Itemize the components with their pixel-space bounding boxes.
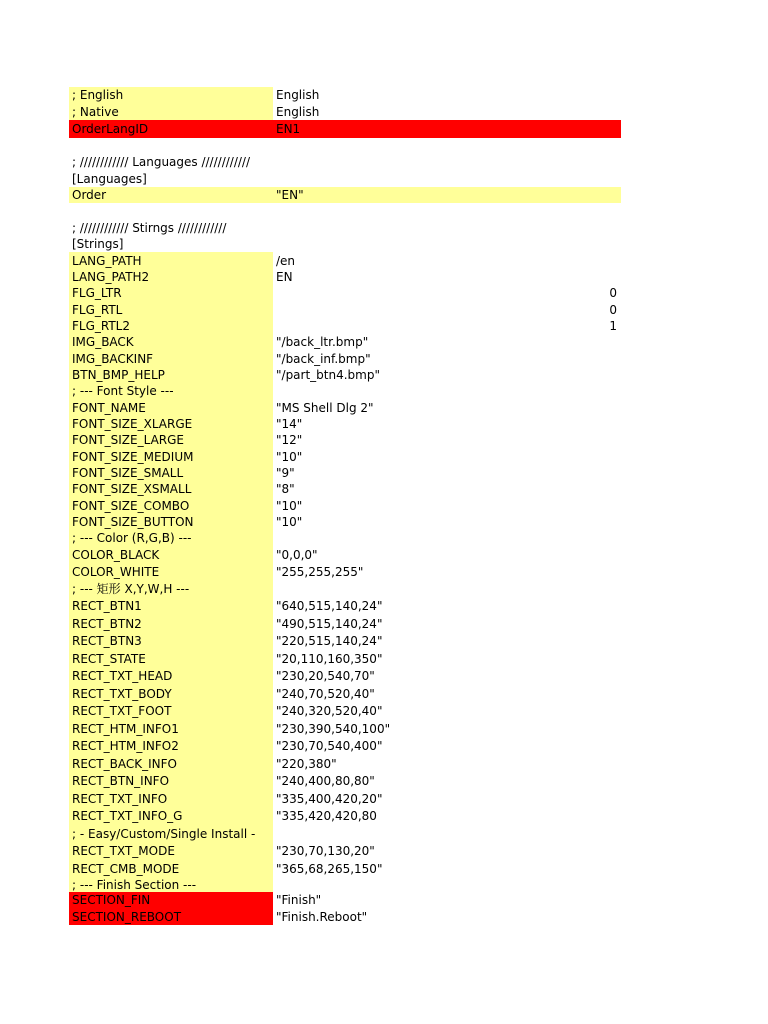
value-cell[interactable]	[273, 737, 621, 755]
value-text: "335,400,420,20"	[276, 792, 383, 806]
key-cell[interactable]: RECT_BTN2	[69, 615, 273, 632]
key-cell[interactable]: FONT_SIZE_XSMALL	[69, 481, 273, 497]
value-text: "220,380"	[276, 757, 337, 771]
table-row	[69, 87, 621, 103]
value-cell[interactable]	[273, 650, 621, 667]
value-cell[interactable]	[273, 892, 621, 908]
value-text: "12"	[276, 433, 303, 447]
value-cell[interactable]	[273, 790, 621, 807]
value-cell[interactable]	[273, 755, 621, 772]
key-cell[interactable]: SECTION_FIN	[69, 892, 273, 908]
value-cell[interactable]	[273, 481, 621, 497]
value-text: "335,420,420,80	[276, 809, 377, 823]
table-row	[69, 269, 621, 285]
table-row	[69, 416, 621, 432]
table-row	[69, 187, 621, 203]
key-cell[interactable]: SECTION_REBOOT	[69, 908, 273, 925]
numeric-value: 1	[609, 319, 617, 333]
numeric-value: 0	[609, 286, 617, 300]
value-cell[interactable]	[273, 103, 621, 120]
value-cell[interactable]	[273, 334, 621, 350]
table-row	[69, 465, 621, 481]
value-cell[interactable]	[273, 825, 621, 842]
value-text: "230,70,130,20"	[276, 844, 375, 858]
value-cell[interactable]	[273, 399, 621, 416]
value-text: English	[276, 105, 320, 119]
table-row	[69, 103, 621, 120]
table-row	[69, 755, 621, 772]
table-row	[69, 790, 621, 807]
key-cell[interactable]: [Languages]	[72, 172, 147, 186]
key-cell[interactable]: RECT_BACK_INFO	[69, 755, 273, 772]
table-row	[69, 650, 621, 667]
table-row	[69, 772, 621, 790]
key-cell[interactable]: RECT_BTN1	[69, 597, 273, 615]
table-row	[69, 702, 621, 720]
table-row	[69, 497, 621, 514]
table-row	[69, 252, 621, 269]
value-cell[interactable]	[273, 530, 621, 546]
value-cell[interactable]	[273, 720, 621, 737]
key-cell[interactable]: OrderLangID	[69, 120, 273, 138]
key-cell[interactable]: FONT_SIZE_XLARGE	[69, 416, 273, 432]
table-row	[69, 236, 621, 252]
key-cell[interactable]: FLG_LTR	[69, 285, 273, 301]
table-row	[69, 563, 621, 580]
value-text: "10"	[276, 499, 303, 513]
value-cell[interactable]	[273, 842, 621, 860]
table-row	[69, 860, 621, 877]
table-row	[69, 481, 621, 497]
value-cell[interactable]	[273, 563, 621, 580]
key-cell[interactable]: FONT_SIZE_BUTTON	[69, 514, 273, 530]
value-cell[interactable]	[273, 252, 621, 269]
value-text: EN	[276, 270, 293, 284]
table-row	[69, 580, 621, 597]
value-cell[interactable]	[273, 220, 621, 236]
value-text: "230,70,540,400"	[276, 739, 383, 753]
key-cell[interactable]: ; English	[69, 87, 273, 103]
value-text: "9"	[276, 466, 295, 480]
key-cell[interactable]: BTN_BMP_HELP	[69, 367, 273, 383]
key-cell[interactable]: RECT_HTM_INFO2	[69, 737, 273, 755]
key-cell[interactable]: IMG_BACKINF	[69, 350, 273, 367]
key-cell[interactable]: RECT_BTN_INFO	[69, 772, 273, 790]
value-text: "220,515,140,24"	[276, 634, 383, 648]
value-cell[interactable]	[273, 318, 621, 334]
value-text: "/back_inf.bmp"	[276, 352, 371, 366]
value-cell[interactable]	[273, 860, 621, 877]
table-row	[69, 367, 621, 383]
key-cell[interactable]: ; //////////// Languages ////////////	[72, 155, 250, 169]
value-text: "10"	[276, 450, 303, 464]
table-row	[69, 825, 621, 842]
value-text: "230,20,540,70"	[276, 669, 375, 683]
key-cell[interactable]: ; --- 矩形 X,Y,W,H ---	[69, 580, 273, 597]
table-row	[69, 842, 621, 860]
table-row	[69, 220, 621, 236]
table-row	[69, 334, 621, 350]
key-cell[interactable]: FLG_RTL2	[69, 318, 273, 334]
key-cell[interactable]: RECT_TXT_FOOT	[69, 702, 273, 720]
value-cell[interactable]	[273, 597, 621, 615]
value-text: "10"	[276, 515, 303, 529]
key-cell[interactable]: RECT_CMB_MODE	[69, 860, 273, 877]
value-cell[interactable]	[273, 187, 621, 203]
value-text: "Finish.Reboot"	[276, 910, 368, 924]
key-cell[interactable]: ; --- Finish Section ---	[69, 877, 273, 892]
value-cell[interactable]	[273, 236, 621, 252]
value-cell[interactable]	[273, 432, 621, 448]
key-cell[interactable]: COLOR_BLACK	[69, 546, 273, 563]
value-text: "240,400,80,80"	[276, 774, 375, 788]
key-cell[interactable]: ; Native	[69, 103, 273, 120]
table-row	[69, 737, 621, 755]
value-text: "640,515,140,24"	[276, 599, 383, 613]
value-text: "255,255,255"	[276, 565, 364, 579]
value-text: "14"	[276, 417, 303, 431]
table-row	[69, 597, 621, 615]
table-row	[69, 685, 621, 702]
value-cell[interactable]	[273, 667, 621, 685]
value-cell[interactable]	[273, 87, 621, 103]
key-cell[interactable]: RECT_HTM_INFO1	[69, 720, 273, 737]
table-row	[69, 667, 621, 685]
value-cell[interactable]	[273, 702, 621, 720]
value-text: "8"	[276, 482, 295, 496]
value-text: "365,68,265,150"	[276, 862, 383, 876]
table-row	[69, 448, 621, 465]
table-row	[69, 318, 621, 334]
value-text: "20,110,160,350"	[276, 652, 383, 666]
value-cell[interactable]	[273, 772, 621, 790]
value-cell[interactable]	[273, 383, 621, 399]
key-cell[interactable]: IMG_BACK	[69, 334, 273, 350]
key-cell[interactable]: RECT_TXT_MODE	[69, 842, 273, 860]
value-cell[interactable]	[273, 416, 621, 432]
key-cell[interactable]: Order	[69, 187, 273, 203]
key-cell[interactable]: FONT_SIZE_SMALL	[69, 465, 273, 481]
key-cell[interactable]: FONT_SIZE_COMBO	[69, 497, 273, 514]
value-cell[interactable]	[273, 877, 621, 892]
value-text: "/back_ltr.bmp"	[276, 335, 369, 349]
key-cell[interactable]: FONT_SIZE_MEDIUM	[69, 448, 273, 465]
value-text: EN1	[276, 122, 301, 136]
key-cell[interactable]: ; - Easy/Custom/Single Install -	[69, 825, 273, 842]
key-cell[interactable]: RECT_TXT_INFO_G	[69, 807, 273, 825]
key-cell[interactable]: FONT_SIZE_LARGE	[69, 432, 273, 448]
key-cell[interactable]: FONT_NAME	[69, 399, 273, 416]
table-row	[69, 383, 621, 399]
value-text: "490,515,140,24"	[276, 617, 383, 631]
table-row	[69, 877, 621, 892]
value-cell[interactable]	[273, 465, 621, 481]
table-row	[69, 908, 621, 925]
key-cell[interactable]: LANG_PATH	[69, 252, 273, 269]
value-cell[interactable]	[273, 685, 621, 702]
table-row	[69, 807, 621, 825]
key-cell[interactable]: ; --- Font Style ---	[69, 383, 273, 399]
value-text: /en	[276, 254, 296, 268]
key-cell[interactable]: [Strings]	[72, 237, 124, 251]
table-row	[69, 514, 621, 530]
table-row	[69, 632, 621, 650]
table-row	[69, 615, 621, 632]
value-cell[interactable]	[273, 615, 621, 632]
value-text: "0,0,0"	[276, 548, 318, 562]
value-cell[interactable]	[273, 367, 621, 383]
table-row	[69, 892, 621, 908]
value-text: "240,320,520,40"	[276, 704, 383, 718]
table-row	[69, 301, 621, 318]
value-cell[interactable]	[273, 350, 621, 367]
table-row	[69, 350, 621, 367]
table-row	[69, 170, 621, 187]
key-cell[interactable]: ; --- Color (R,G,B) ---	[69, 530, 273, 546]
value-text: "MS Shell Dlg 2"	[276, 401, 374, 415]
value-text: "/part_btn4.bmp"	[276, 368, 380, 382]
value-text: "240,70,520,40"	[276, 687, 375, 701]
key-cell[interactable]: RECT_TXT_BODY	[69, 685, 273, 702]
value-cell[interactable]	[273, 301, 621, 318]
key-cell[interactable]: ; //////////// Stirngs ////////////	[72, 221, 227, 235]
value-cell[interactable]	[273, 120, 621, 138]
key-cell[interactable]: RECT_STATE	[69, 650, 273, 667]
table-row	[69, 546, 621, 563]
value-cell[interactable]	[273, 807, 621, 825]
table-row	[69, 530, 621, 546]
value-cell[interactable]	[273, 632, 621, 650]
key-cell[interactable]: RECT_TXT_INFO	[69, 790, 273, 807]
table-row	[69, 154, 621, 170]
table-row	[69, 720, 621, 737]
value-text: "EN"	[276, 188, 304, 202]
value-cell[interactable]	[273, 154, 621, 170]
value-cell[interactable]	[273, 285, 621, 301]
numeric-value: 0	[609, 303, 617, 317]
value-cell[interactable]	[273, 908, 621, 925]
value-cell[interactable]	[273, 170, 621, 187]
value-cell[interactable]	[273, 580, 621, 597]
value-cell[interactable]	[273, 546, 621, 563]
key-cell[interactable]: FLG_RTL	[69, 301, 273, 318]
value-cell[interactable]	[273, 448, 621, 465]
value-text: "230,390,540,100"	[276, 722, 391, 736]
key-cell[interactable]: LANG_PATH2	[69, 269, 273, 285]
table-row	[69, 285, 621, 301]
value-cell[interactable]	[273, 269, 621, 285]
value-cell[interactable]	[273, 514, 621, 530]
table-row	[69, 432, 621, 448]
key-cell[interactable]: RECT_TXT_HEAD	[69, 667, 273, 685]
value-cell[interactable]	[273, 497, 621, 514]
key-cell[interactable]: COLOR_WHITE	[69, 563, 273, 580]
table-row	[69, 399, 621, 416]
key-cell[interactable]: RECT_BTN3	[69, 632, 273, 650]
value-text: English	[276, 88, 320, 102]
table-row	[69, 120, 621, 138]
value-text: "Finish"	[276, 893, 322, 907]
